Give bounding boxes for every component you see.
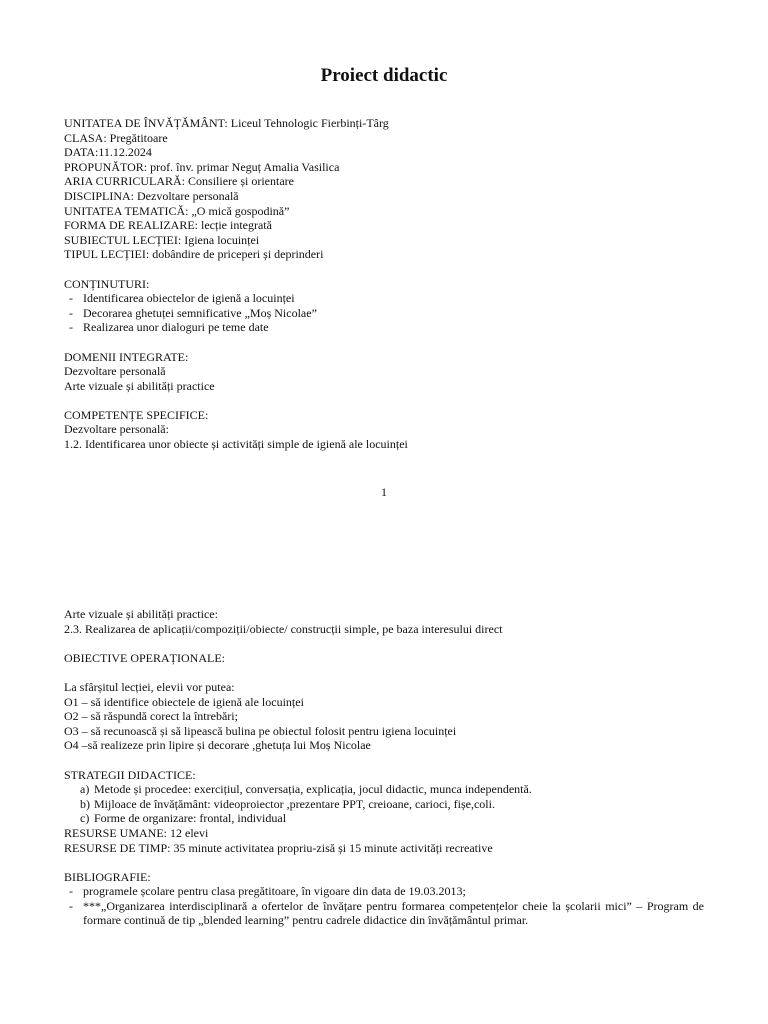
- strategie-item: a) Metode și procedee: exercițiul, conversația, explicația, jocul didactic, munca independentă.: [80, 782, 532, 797]
- page2-body: [64, 607, 704, 928]
- info-date: DATA:11.12.2024: [64, 145, 152, 160]
- strategie-item: c) Forme de organizare: frontal, individual: [80, 811, 287, 826]
- document-page-2: [0, 512, 768, 1024]
- resurse-timp: RESURSE DE TIMP: 35 minute activitatea propriu-zisă și 15 minute activități recreative: [64, 840, 493, 855]
- bibliografie-item: - programele școlare pentru clasa pregătitoare, în vigoare din data de 19.03.2013;: [69, 884, 466, 899]
- info-lesson-type: TIPUL LECȚIEI: dobândire de priceperi și deprinderi: [64, 247, 324, 262]
- domenii-heading: DOMENII INTEGRATE:: [64, 349, 189, 364]
- info-form: FORMA DE REALIZARE: lecție integrată: [64, 218, 272, 233]
- obiective-heading: OBIECTIVE OPERAȚIONALE:: [64, 650, 225, 665]
- resurse-umane: RESURSE UMANE: 12 elevi: [64, 825, 209, 840]
- info-thematic-unit: UNITATEA TEMATICĂ: „O mică gospodină”: [64, 203, 290, 218]
- info-class: CLASA: Pregătitoare: [64, 130, 168, 145]
- domeniu-item: Arte vizuale și abilități practice: [64, 378, 215, 393]
- domeniu-item: Dezvoltare personală: [64, 364, 166, 379]
- obiective-intro: La sfârșitul lecției, elevii vor putea:: [64, 679, 235, 694]
- arte-item: 2.3. Realizarea de aplicații/compoziții/obiecte/ construcții simple, pe baza interesului direct: [64, 621, 503, 636]
- info-subject: SUBIECTUL LECȚIEI: Igiena locuinței: [64, 232, 260, 247]
- competenta-item: 1.2. Identificarea unor obiecte și activități simple de igienă ale locuinței: [64, 437, 408, 452]
- arte-heading: Arte vizuale și abilități practice:: [64, 607, 218, 621]
- competente-subheading: Dezvoltare personală:: [64, 422, 169, 437]
- continut-item: - Identificarea obiectelor de igienă a locuinței: [69, 291, 295, 306]
- obiectiv-item: O3 – să recunoască și să lipească bulina pe obiectul folosit pentru igiena locuinței: [64, 723, 457, 738]
- info-teacher: PROPUNĂTOR: prof. înv. primar Neguț Amalia Vasilica: [64, 159, 340, 174]
- obiectiv-item: O4 –să realizeze prin lipire și decorare ,ghetuța lui Moș Nicolae: [64, 738, 371, 753]
- continut-item: - Decorarea ghetuței semnificative „Moș Nicolae”: [69, 305, 317, 320]
- obiectiv-item: O1 – să identifice obiectele de igienă ale locuinței: [64, 694, 304, 709]
- obiectiv-item: O2 – să răspundă corect la întrebări;: [64, 709, 238, 724]
- bibliografie-heading: BIBLIOGRAFIE:: [64, 869, 151, 884]
- continut-item: - Realizarea unor dialoguri pe teme date: [69, 320, 269, 335]
- continuturi-heading: CONȚINUTURI:: [64, 276, 150, 291]
- page1-body: [64, 116, 704, 452]
- strategie-item: b) Mijloace de învățământ: videoproiector ,prezentare PPT, creioane, carioci, fișe,coli.: [80, 796, 495, 811]
- competente-heading: COMPETENȚE SPECIFICE:: [64, 407, 209, 422]
- strategii-heading: STRATEGII DIDACTICE:: [64, 767, 196, 782]
- info-school: UNITATEA DE ÎNVĂȚĂMÂNT: Liceul Tehnologic Fierbinți-Târg: [64, 116, 389, 130]
- info-discipline: DISCIPLINA: Dezvoltare personală: [64, 188, 239, 203]
- bibliografie-item: - ***„Organizarea interdisciplinară a ofertelor de învățare pentru formarea competențelor cheie la școlarii mici” – Program de formare continuă de tip „blended learning” pentru cadrele didactice din învățământul primar.: [69, 898, 704, 928]
- document-title: Proiect didactic: [320, 65, 448, 86]
- info-curricular-area: ARIA CURRICULARĂ: Consiliere și orientare: [64, 174, 294, 189]
- page-number: 1: [381, 485, 387, 499]
